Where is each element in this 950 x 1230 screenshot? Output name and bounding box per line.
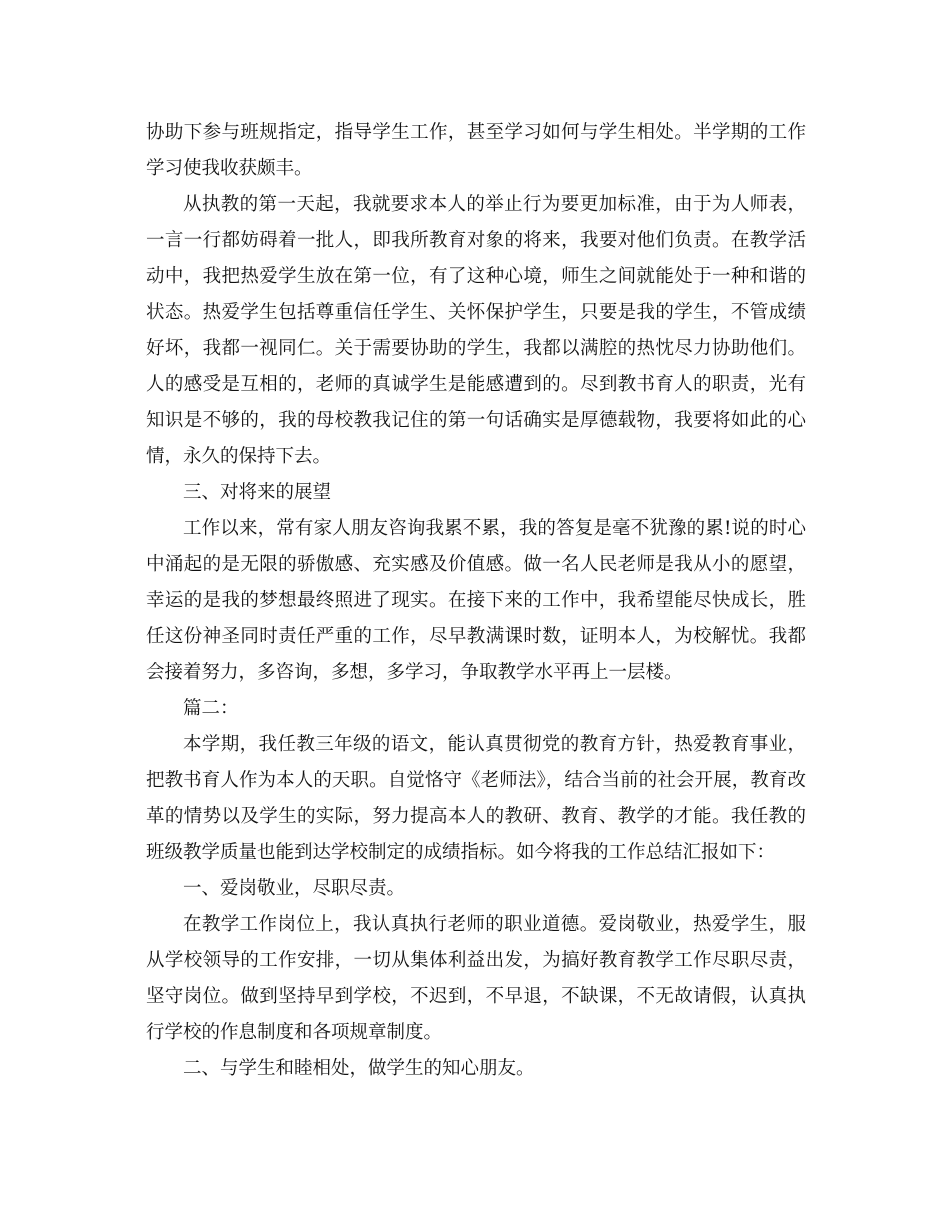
article-heading-2: 篇二： — [183, 698, 239, 719]
paragraph-4: 工作以来，常有家人朋友咨询我累不累，我的答复是毫不犹豫的累!说的时心中涌起的是无限的骄傲感、充实感及价值感。做一名人民老师是我从小的愿望，幸运的是我的梦想最终照进了现实。在接下来的工作中，我希望能尽快成长，胜任这份神圣同时责任严重的工作，尽早教满课时数，证明本人，为校解忧。我都会接着努力，多咨询，多想，多学习，争取教学水平再上一层楼。 — [146, 518, 806, 683]
paragraph-1: 协助下参与班规指定，指导学生工作，甚至学习如何与学生相处。半学期的工作学习使我收获颇丰。 — [146, 122, 806, 179]
paragraph-8: 在教学工作岗位上，我认真执行老师的职业道德。爱岗敬业，热爱学生，服从学校领导的工作安排，一切从集体利益出发，为搞好教育教学工作尽职尽责，坚守岗位。做到坚持早到学校，不迟到，不早退，不缺课，不无故请假，认真执行学校的作息制度和各项规章制度。 — [146, 914, 806, 1043]
section-heading-3: 三、对将来的展望 — [183, 482, 332, 503]
document-body — [146, 115, 806, 1087]
section-heading-1: 一、爱岗敬业，尽职尽责。 — [183, 878, 406, 899]
paragraph-6: 本学期，我任教三年级的语文，能认真贯彻党的教育方针，热爱教育事业，把教书育人作为本人的天职。自觉恪守《老师法》，结合当前的社会开展，教育改革的情势以及学生的实际，努力提高本人的教研、教育、教学的才能。我任教的班级教学质量也能到达学校制定的成绩指标。如今将我的工作总结汇报如下： — [146, 734, 806, 863]
section-heading-2: 二、与学生和睦相处，做学生的知心朋友。 — [183, 1058, 535, 1079]
paragraph-2: 从执教的第一天起，我就要求本人的举止行为要更加标准，由于为人师表，一言一行都妨碍着一批人，即我所教育对象的将来，我要对他们负责。在教学活动中，我把热爱学生放在第一位，有了这种心境，师生之间就能处于一种和谐的状态。热爱学生包括尊重信任学生、关怀保护学生，只要是我的学生，不管成绩好坏，我都一视同仁。关于需要协助的学生，我都以满腔的热忱尽力协助他们。人的感受是互相的，老师的真诚学生是能感遭到的。尽到教书育人的职责，光有知识是不够的，我的母校教我记住的第一句话确实是厚德载物，我要将如此的心情，永久的保持下去。 — [146, 194, 806, 467]
